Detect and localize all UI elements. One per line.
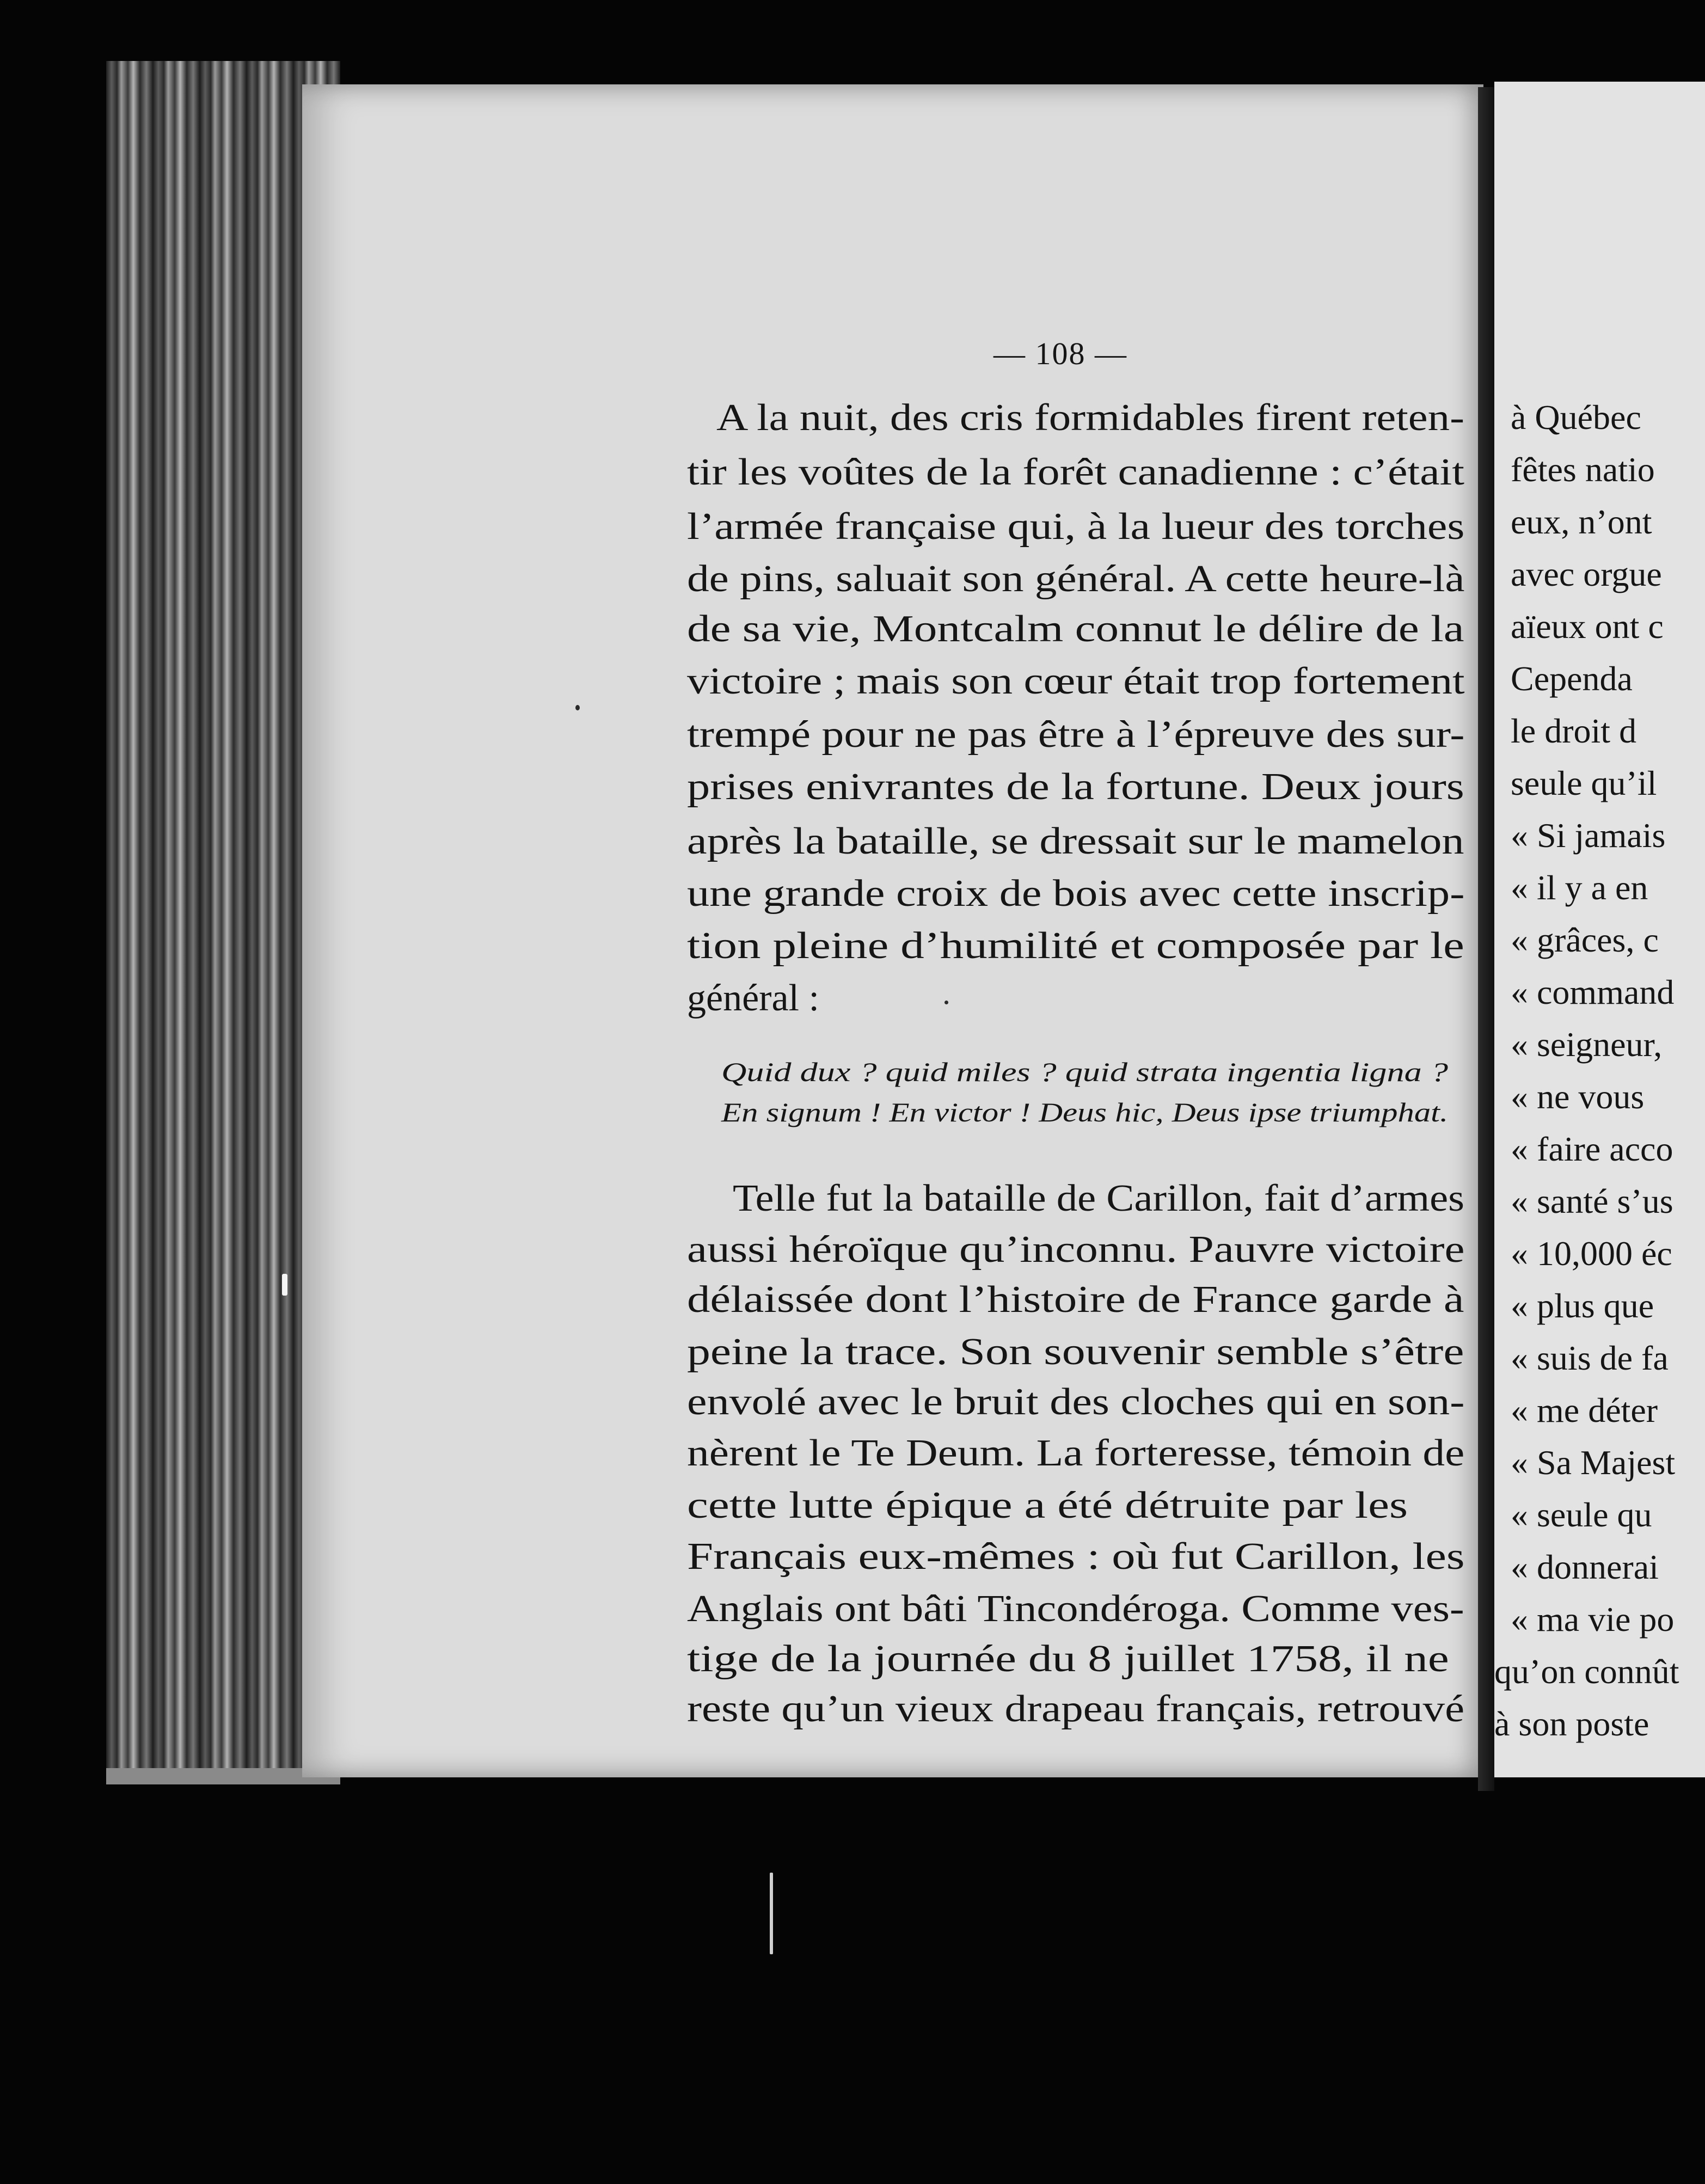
- text-line: après la bataille, se dressait sur le mamelon: [687, 820, 1464, 862]
- text-line: général :: [687, 977, 819, 1019]
- text-line: tir les voûtes de la forêt canadienne : c’était: [687, 451, 1465, 493]
- text-line: de sa vie, Montcalm connut le délire de la: [687, 608, 1464, 650]
- facing-text-line: « ne vous: [1511, 1077, 1645, 1116]
- text-line: Anglais ont bâti Tincondéroga. Comme ves-: [687, 1588, 1464, 1630]
- text-line: de pins, saluait son général. A cette heure-là: [687, 558, 1465, 600]
- text-line: prises enivrantes de la fortune. Deux jours: [687, 766, 1464, 808]
- facing-text-line: « Si jamais: [1511, 816, 1666, 855]
- facing-text-line: le droit d: [1511, 711, 1637, 750]
- facing-text-line: « santé s’us: [1511, 1182, 1673, 1220]
- text-line: cette lutte épique a été détruite par les: [687, 1484, 1408, 1526]
- text-line: A la nuit, des cris formidables firent reten-: [716, 397, 1465, 439]
- facing-text-line: « ma vie po: [1511, 1600, 1675, 1639]
- page-number: — 108 —: [993, 336, 1127, 371]
- facing-text-line: à Québec: [1511, 398, 1641, 437]
- text-line: trempé pour ne pas être à l’épreuve des sur-: [687, 714, 1465, 756]
- text-line: nèrent le Te Deum. La forteresse, témoin de: [687, 1432, 1465, 1474]
- facing-text-line: « faire acco: [1511, 1130, 1673, 1168]
- facing-text-line: « plus que: [1511, 1286, 1654, 1325]
- facing-text-line: « il y a en: [1511, 868, 1648, 907]
- text-line: reste qu’un vieux drapeau français, retrouvé: [687, 1688, 1465, 1730]
- text-line: tige de la journée du 8 juillet 1758, il ne: [687, 1638, 1449, 1680]
- scan-speck: [770, 1873, 773, 1954]
- facing-text-line: « seule qu: [1511, 1495, 1652, 1534]
- scan-speck: [575, 705, 580, 710]
- text-line: une grande croix de bois avec cette inscrip-: [687, 873, 1465, 915]
- facing-text-line: « command: [1511, 973, 1675, 1011]
- facing-text-line: fêtes natio: [1511, 450, 1655, 489]
- inscription-line: Quid dux ? quid miles ? quid strata ingentia ligna ?: [721, 1057, 1448, 1087]
- facing-text-line: « suis de fa: [1511, 1339, 1669, 1377]
- facing-page: [1494, 82, 1705, 1777]
- text-line: tion pleine d’humilité et composée par le: [687, 925, 1464, 967]
- text-line: Telle fut la bataille de Carillon, fait d’armes: [733, 1177, 1465, 1219]
- facing-text-line: qu’on connût: [1494, 1652, 1679, 1691]
- text-line: délaissée dont l’histoire de France garde à: [687, 1279, 1464, 1321]
- facing-text-line: « me déter: [1511, 1391, 1658, 1430]
- text-line: Français eux-mêmes : où fut Carillon, les: [687, 1536, 1465, 1578]
- facing-text-line: seule qu’il: [1511, 764, 1657, 802]
- facing-text-line: avec orgue: [1511, 555, 1662, 593]
- facing-text-line: « 10,000 éc: [1511, 1234, 1672, 1273]
- facing-text-line: Cependa: [1511, 659, 1633, 698]
- facing-text-line: « donnerai: [1511, 1548, 1659, 1586]
- text-line: envolé avec le bruit des cloches qui en son-: [687, 1381, 1465, 1423]
- scan-speck: [945, 1001, 948, 1004]
- text-line: peine la trace. Son souvenir semble s’être: [687, 1331, 1464, 1373]
- scan-speck: [282, 1274, 287, 1296]
- book-gutter: [1478, 87, 1494, 1791]
- facing-text-line: « Sa Majest: [1511, 1443, 1676, 1482]
- text-line: victoire ; mais son cœur était trop fortement: [687, 660, 1465, 702]
- facing-text-line: à son poste: [1494, 1704, 1649, 1743]
- facing-text-line: eux, n’ont: [1511, 502, 1652, 541]
- facing-text-line: « seigneur,: [1511, 1025, 1663, 1064]
- facing-text-line: aïeux ont c: [1511, 607, 1664, 646]
- text-line: l’armée française qui, à la lueur des torches: [687, 506, 1465, 548]
- inscription-line: En signum ! En victor ! Deus hic, Deus ipse triumphat.: [721, 1097, 1449, 1127]
- facing-text-line: « grâces, c: [1511, 921, 1659, 959]
- text-line: aussi héroïque qu’inconnu. Pauvre victoire: [687, 1229, 1465, 1271]
